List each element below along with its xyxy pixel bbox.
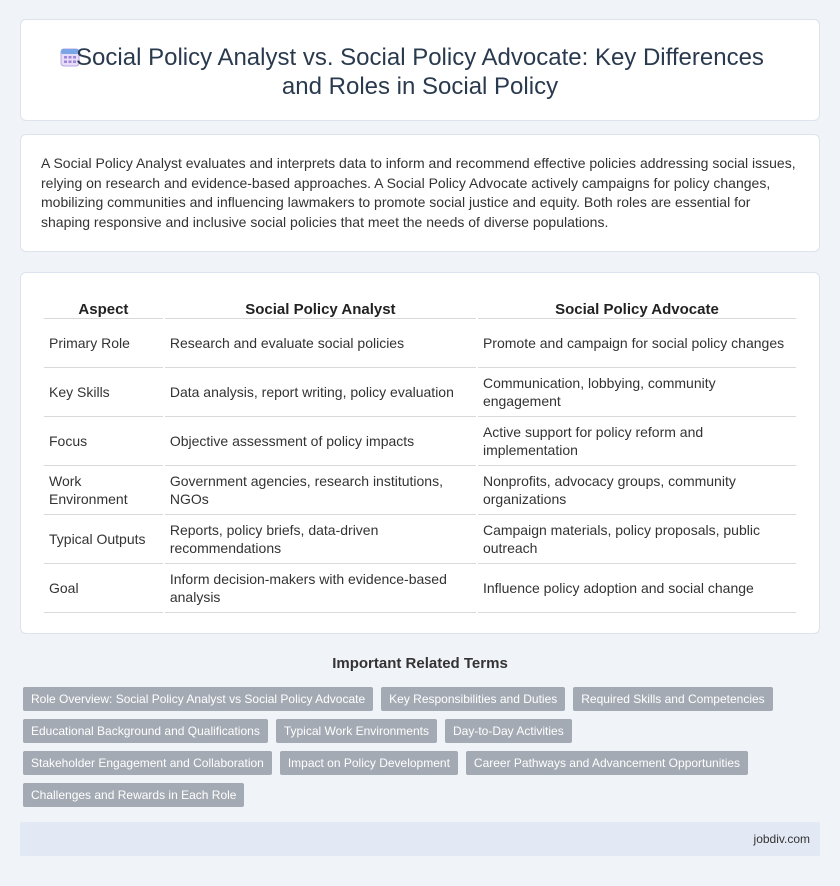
advocate-cell: Promote and campaign for social policy changes — [478, 319, 796, 368]
related-tag[interactable]: Challenges and Rewards in Each Role — [23, 783, 244, 807]
footer-site-link[interactable]: jobdiv.com — [753, 832, 810, 846]
advocate-cell: Campaign materials, policy proposals, public outreach — [478, 515, 796, 564]
analyst-cell: Objective assessment of policy impacts — [165, 417, 476, 466]
header-aspect: Aspect — [44, 296, 163, 319]
related-terms-heading: Important Related Terms — [332, 655, 508, 672]
aspect-cell: Key Skills — [44, 368, 163, 417]
table-row — [44, 466, 796, 515]
related-tag[interactable]: Day-to-Day Activities — [445, 719, 572, 743]
advocate-cell: Influence policy adoption and social change — [478, 564, 796, 613]
table-header-row — [44, 296, 796, 319]
aspect-cell: Goal — [44, 564, 163, 613]
related-tag[interactable]: Stakeholder Engagement and Collaboration — [23, 751, 272, 775]
table-row — [44, 319, 796, 368]
related-tag[interactable]: Typical Work Environments — [276, 719, 437, 743]
header-advocate: Social Policy Advocate — [478, 296, 796, 319]
header-analyst: Social Policy Analyst — [165, 296, 476, 319]
analyst-cell: Research and evaluate social policies — [165, 319, 476, 368]
intro-card — [20, 134, 820, 252]
related-tag[interactable]: Career Pathways and Advancement Opportunities — [466, 751, 748, 775]
intro-paragraph: A Social Policy Analyst evaluates and interprets data to inform and recommend effective policies addressing social issues, relying on research and evidence-based approaches. A Social Policy Advocate actively campaigns for policy changes, mobilizing communities and influencing lawmakers to promote social justice and equity. Both roles are essential for shaping responsive and inclusive social policies that meet the needs of diverse populations. — [41, 155, 796, 230]
comparison-card — [20, 272, 820, 634]
page-title: Social Policy Analyst vs. Social Policy Advocate: Key Differences and Roles in Social Policy — [76, 44, 764, 100]
analyst-cell: Government agencies, research institutions, NGOs — [165, 466, 476, 515]
related-terms-tags — [23, 687, 823, 815]
aspect-cell: Work Environment — [44, 466, 163, 515]
related-tag[interactable]: Educational Background and Qualifications — [23, 719, 268, 743]
table-row — [44, 515, 796, 564]
header-card — [20, 19, 820, 121]
related-tag[interactable]: Key Responsibilities and Duties — [381, 687, 565, 711]
table-row — [44, 368, 796, 417]
analyst-cell: Inform decision-makers with evidence-based analysis — [165, 564, 476, 613]
table-row — [44, 564, 796, 613]
related-tag[interactable]: Required Skills and Competencies — [573, 687, 772, 711]
related-tag[interactable]: Role Overview: Social Policy Analyst vs Social Policy Advocate — [23, 687, 373, 711]
advocate-cell: Nonprofits, advocacy groups, community organizations — [478, 466, 796, 515]
footer-bar — [20, 822, 820, 856]
aspect-cell: Typical Outputs — [44, 515, 163, 564]
analyst-cell: Reports, policy briefs, data-driven recommendations — [165, 515, 476, 564]
aspect-cell: Focus — [44, 417, 163, 466]
analyst-cell: Data analysis, report writing, policy evaluation — [165, 368, 476, 417]
related-tag[interactable]: Impact on Policy Development — [280, 751, 458, 775]
table-row — [44, 417, 796, 466]
aspect-cell: Primary Role — [44, 319, 163, 368]
comparison-table — [42, 296, 798, 613]
advocate-cell: Active support for policy reform and implementation — [478, 417, 796, 466]
advocate-cell: Communication, lobbying, community engagement — [478, 368, 796, 417]
